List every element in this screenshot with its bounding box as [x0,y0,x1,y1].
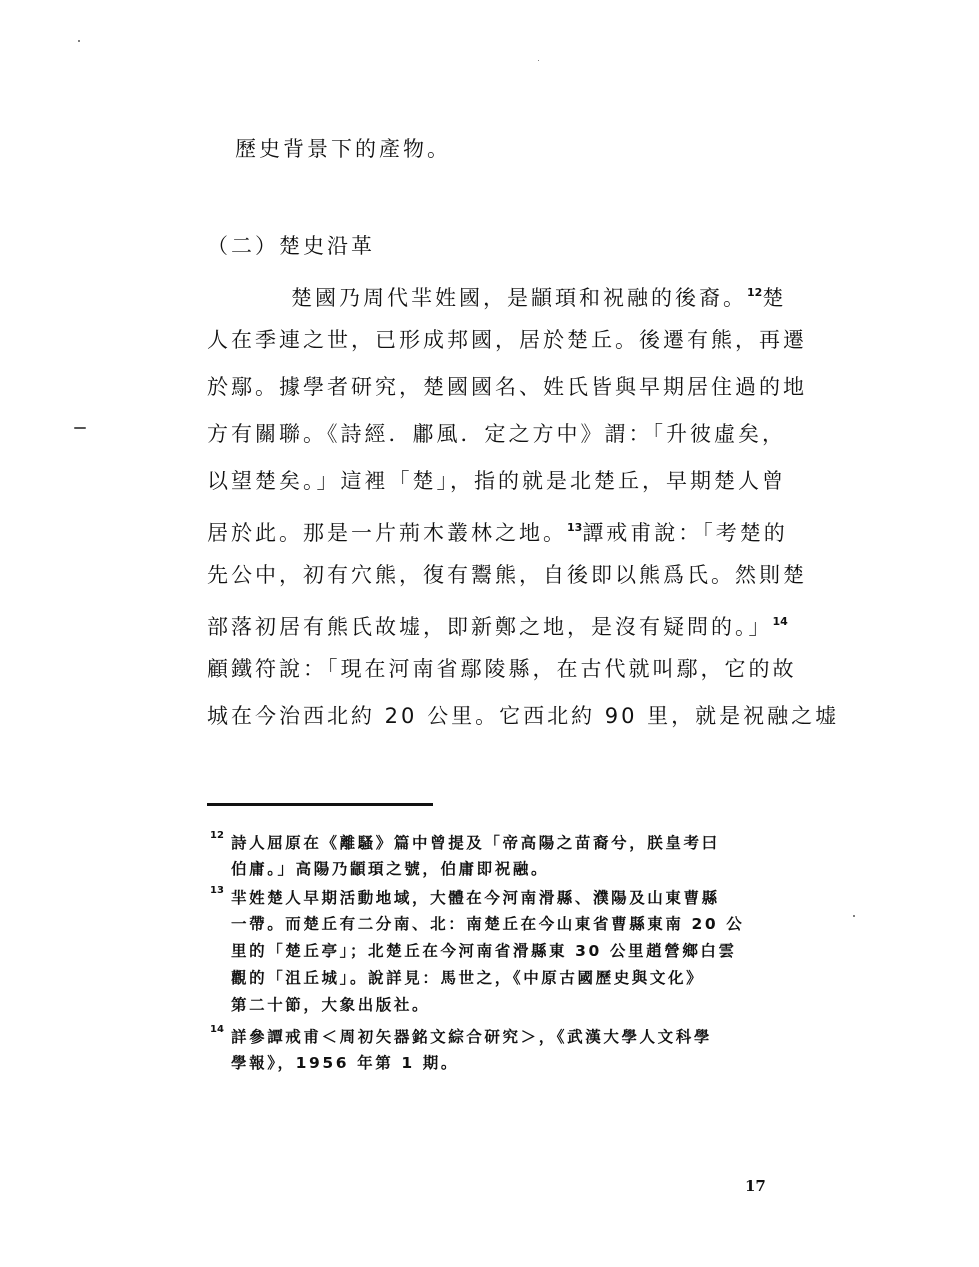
section-heading: （二）楚史沿革 [207,234,375,258]
footnote-line: 伯庸。」高陽乃顓頊之號，伯庸即祝融。 [231,860,550,878]
footnote-line: 一帶。而楚丘有二分南、北：南楚丘在今山東省曹縣東南 20 公 [231,915,745,933]
footnote-line: 第二十節，大象出版社。 [231,996,431,1014]
footnote-line: 學報》，1956 年第 1 期。 [231,1054,459,1072]
paragraph-line: 部落初居有熊氏故墟，即新鄭之地，是沒有疑問的。」$^{14}$ [207,615,788,639]
footnote-line: 詩人屈原在《離騷》篇中曾提及「帝高陽之苗裔兮，朕皇考曰 [231,834,720,852]
paragraph-line: 楚國乃周代羋姓國，是顓頊和祝融的後裔。$^{12}$楚 [291,286,787,310]
footnote-number: 13 [210,885,224,896]
paragraph-line: 人在季連之世，已形成邦國，居於楚丘。後遷有熊，再遷 [207,328,807,352]
footnote-number: 12 [210,830,224,841]
paragraph-line: 以望楚矣。」這裡「楚」，指的就是北楚丘，早期楚人曾 [207,469,786,493]
footnote-number: 14 [210,1024,224,1035]
page-number: 17 [745,1177,766,1195]
paragraph-line: 城在今治西北約 20 公里。它西北約 90 里，就是祝融之墟 [207,704,840,728]
scan-speck [78,40,80,42]
footnote-line: 里的「楚丘亭」；北楚丘在今河南省滑縣東 30 公里趙營鄉白雲 [231,942,737,960]
footnote-line: 羋姓楚人早期活動地域，大體在今河南滑縣、濮陽及山東曹縣 [231,889,720,907]
scan-speck [74,427,86,429]
footnote-line: 觀的「沮丘城」。說詳見：馬世之，《中原古國歷史與文化》 [231,969,705,987]
paragraph-line: 居於此。那是一片荊木叢林之地。$^{13}$譚戒甫說：「考楚的 [207,521,788,545]
paragraph-line: 於鄢。據學者研究，楚國國名、姓氏皆與早期居住過的地 [207,375,807,399]
footnote-ref[interactable]: 13 [567,521,583,534]
scan-speck [853,915,855,917]
intro-line: 歷史背景下的產物。 [235,137,451,161]
footnote-divider [207,803,433,806]
paragraph-line: 先公中，初有穴熊，復有鬻熊，自後即以熊爲氏。然則楚 [207,563,807,587]
paragraph-line: 顧鐵符說：「現在河南省鄢陵縣，在古代就叫鄢，它的故 [207,657,797,681]
paragraph-line: 方有關聯。《詩經．鄘風．定之方中》謂：「升彼虛矣， [207,422,786,446]
footnote-ref[interactable]: 14 [772,615,788,628]
footnote-ref[interactable]: 12 [747,286,763,299]
footnote-line: 詳參譚戒甫＜周初矢器銘文綜合研究＞，《武漢大學人文科學 [231,1028,712,1046]
scan-speck [538,60,539,61]
